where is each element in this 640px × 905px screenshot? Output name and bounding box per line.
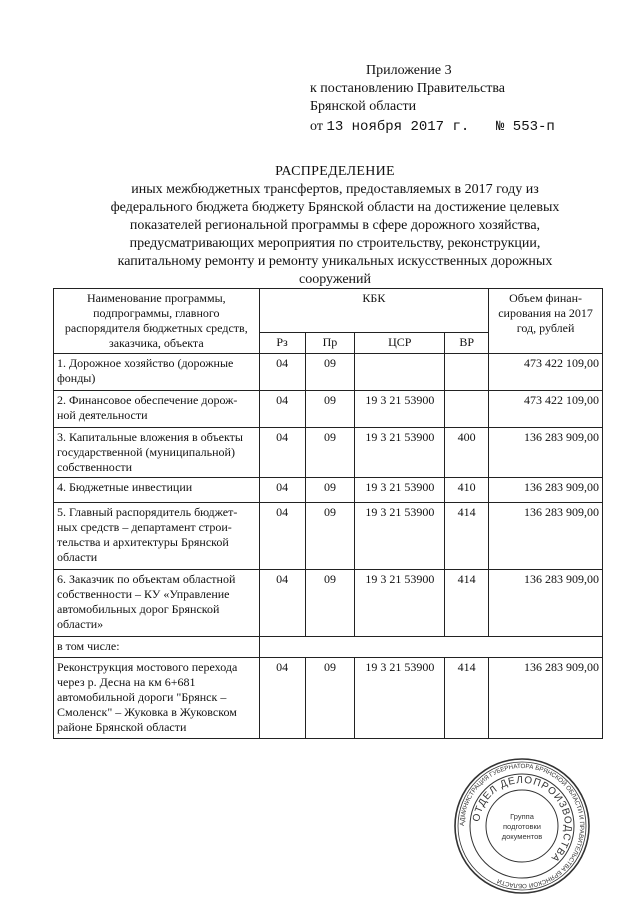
document-date: 13 ноября 2017 г. — [326, 119, 470, 135]
table-row-including — [54, 637, 603, 658]
title-line: предусматривающих мероприятия по строительству, реконструкции, — [129, 236, 541, 251]
stamp-center-line: подготовки — [503, 822, 541, 831]
date-prefix: от — [310, 119, 323, 134]
row-pr: 09 — [305, 503, 355, 570]
row-pr: 09 — [305, 478, 355, 503]
title-line: сооружений — [298, 272, 372, 287]
table-row — [54, 478, 603, 503]
row-name: 2. Финансовое обеспечение дорож-ной деятельности — [54, 391, 260, 428]
appendix-resolution: к постановлению Правительства — [310, 81, 506, 96]
table-header-row — [54, 289, 603, 333]
stamp-ring-text: АДМИНИСТРАЦИЯ ГУБЕРНАТОРА БРЯНСКОЙ ОБЛАСТИ И ПРАВИТЕЛЬСТВА БРЯНСКОЙ ОБЛАСТИ — [458, 762, 586, 890]
row-pr: 09 — [305, 570, 355, 637]
row-csr: 19 3 21 53900 — [355, 658, 445, 739]
row-amount: 136 283 909,00 — [489, 658, 603, 739]
row-name: 5. Главный распорядитель бюджет-ных средств – департамент строи-тельства и архитектуры Брянской области — [54, 503, 260, 570]
appendix-block — [310, 62, 610, 136]
row-rz: 04 — [259, 658, 305, 739]
object-name: Реконструкция мостового перехода через р. Десна на км 6+681 автомобильной дороги "Брянск – Смоленск" – Жуковка в Жуковском районе Брянской области — [54, 658, 260, 739]
appendix-date-line — [310, 118, 610, 136]
row-amount: 473 422 109,00 — [489, 354, 603, 391]
row-vr: 414 — [445, 658, 489, 739]
row-pr: 09 — [305, 428, 355, 478]
header-pr: Пр — [305, 333, 355, 354]
row-pr: 09 — [305, 354, 355, 391]
row-amount: 136 283 909,00 — [489, 570, 603, 637]
appendix-number: Приложение 3 — [366, 63, 452, 78]
row-vr: 400 — [445, 428, 489, 478]
table-row — [54, 391, 603, 428]
row-amount: 136 283 909,00 — [489, 503, 603, 570]
row-name: 4. Бюджетные инвестиции — [54, 478, 260, 503]
row-csr: 19 3 21 53900 — [355, 503, 445, 570]
including-label: в том числе: — [54, 637, 260, 658]
title-line: федерального бюджета бюджету Брянской области на достижение целевых — [110, 200, 560, 215]
row-pr: 09 — [305, 391, 355, 428]
row-vr — [445, 391, 489, 428]
header-kbk: КБК — [259, 289, 489, 333]
row-rz: 04 — [259, 391, 305, 428]
including-empty — [259, 637, 602, 658]
row-rz: 04 — [259, 503, 305, 570]
table-row — [54, 428, 603, 478]
row-amount: 136 283 909,00 — [489, 428, 603, 478]
appendix-region: Брянской области — [310, 99, 417, 114]
title-line: показателей региональной программы в сфере дорожного хозяйства, — [129, 218, 541, 233]
stamp-center-line: документов — [501, 832, 543, 841]
table-row — [54, 570, 603, 637]
row-csr — [355, 354, 445, 391]
row-vr: 410 — [445, 478, 489, 503]
row-csr: 19 3 21 53900 — [355, 570, 445, 637]
row-rz: 04 — [259, 428, 305, 478]
row-name: 1. Дорожное хозяйство (дорожные фонды) — [54, 354, 260, 391]
row-csr: 19 3 21 53900 — [355, 428, 445, 478]
header-csr: ЦСР — [355, 333, 445, 354]
row-amount: 136 283 909,00 — [489, 478, 603, 503]
row-name: 3. Капитальные вложения в объекты государственной (муниципальной) собственности — [54, 428, 260, 478]
row-name: 6. Заказчик по объектам областной собственности – КУ «Управление автомобильных дорог Брянской области» — [54, 570, 260, 637]
row-vr — [445, 354, 489, 391]
title-heading: РАСПРЕДЕЛЕНИЕ — [275, 164, 395, 179]
header-rz: Рз — [259, 333, 305, 354]
header-vr: ВР — [445, 333, 489, 354]
document-title — [40, 163, 630, 289]
row-amount: 473 422 109,00 — [489, 391, 603, 428]
row-pr: 09 — [305, 658, 355, 739]
table-row — [54, 658, 603, 739]
title-line: капитальному ремонту и ремонту уникальных искусственных дорожных — [117, 254, 553, 269]
header-volume: Объем финан-сирования на 2017 год, рублей — [489, 289, 603, 354]
distribution-table — [53, 288, 603, 739]
header-name: Наименование программы, подпрограммы, главного распорядителя бюджетных средств, заказчика, объекта — [54, 289, 260, 354]
row-rz: 04 — [259, 354, 305, 391]
row-csr: 19 3 21 53900 — [355, 478, 445, 503]
title-line: иных межбюджетных трансфертов, предоставляемых в 2017 году из — [131, 182, 539, 197]
table-row — [54, 503, 603, 570]
row-rz: 04 — [259, 570, 305, 637]
official-stamp — [452, 756, 592, 896]
row-vr: 414 — [445, 570, 489, 637]
row-csr: 19 3 21 53900 — [355, 391, 445, 428]
row-vr: 414 — [445, 503, 489, 570]
document-number: № 553-п — [496, 119, 555, 135]
stamp-inner-text: ОТДЕЛ ДЕЛОПРОИЗВОДСТВА — [471, 774, 574, 865]
row-rz: 04 — [259, 478, 305, 503]
stamp-center-line: Группа — [510, 812, 534, 821]
table-row — [54, 354, 603, 391]
